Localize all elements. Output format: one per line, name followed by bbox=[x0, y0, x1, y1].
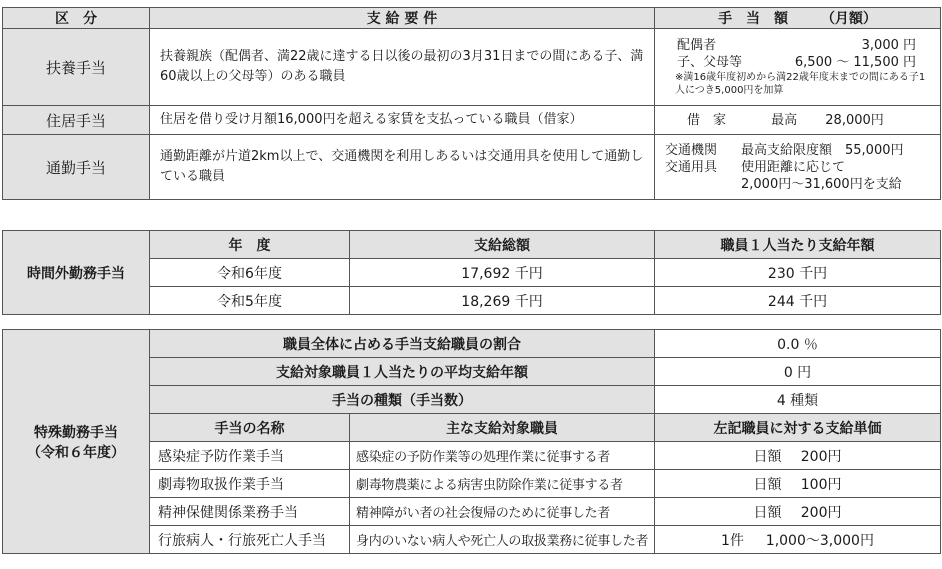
unit-price: 200円 bbox=[800, 448, 842, 465]
header-amount bbox=[655, 8, 941, 29]
special-label-line1: 特殊勤務手当 bbox=[34, 424, 118, 441]
header-allowance-name: 手当の名称 bbox=[150, 414, 350, 442]
header-category: 区 分 bbox=[3, 8, 150, 29]
allowance-requirement: 通勤距離が片道2km以上で、交通機関を利用しあるいは交通用具を使用して通勤している職員 bbox=[150, 135, 655, 200]
header-target-staff: 主な支給対象職員 bbox=[350, 414, 655, 442]
amount-value: 28,000円 bbox=[825, 112, 884, 128]
allowance-amount-cell bbox=[655, 29, 941, 106]
summary-label: 職員全体に占める手当支給職員の割合 bbox=[150, 330, 655, 358]
amount-label: 子、父母等 bbox=[677, 55, 743, 70]
allowance-name: 扶養手当 bbox=[3, 29, 150, 106]
unit-price-cell bbox=[655, 442, 941, 470]
unit-type: 日額 bbox=[753, 476, 782, 493]
total-amount: 18,269 千円 bbox=[350, 287, 655, 315]
allowance-requirement: 住居を借り受け月額16,000円を超える家賃を支払っている職員（借家） bbox=[150, 106, 655, 135]
unit-type: 1件 bbox=[721, 532, 744, 549]
allowance-name: 精神保健関係業務手当 bbox=[150, 498, 350, 526]
header-requirements: 支 給 要 件 bbox=[150, 8, 655, 29]
allowance-name: 住居手当 bbox=[3, 106, 150, 135]
amount-label: 配偶者 bbox=[677, 38, 717, 53]
unit-price: 1,000～3,000円 bbox=[765, 532, 874, 549]
unit-price-cell bbox=[655, 498, 941, 526]
table-row bbox=[3, 106, 941, 135]
amount-label: 交通用具 bbox=[665, 159, 718, 175]
total-amount: 17,692 千円 bbox=[350, 259, 655, 287]
amount-text: 最高支給限度額 55,000円 bbox=[741, 142, 904, 158]
unit-price-cell bbox=[655, 470, 941, 498]
fiscal-year: 令和6年度 bbox=[150, 259, 350, 287]
header-total: 支給総額 bbox=[350, 231, 655, 259]
allowance-amount-cell bbox=[655, 135, 941, 200]
special-label bbox=[3, 330, 150, 554]
table-header-row bbox=[3, 231, 941, 259]
amount-line bbox=[663, 54, 932, 71]
per-person-amount: 230 千円 bbox=[655, 259, 941, 287]
target-staff: 身内のいない病人や死亡人の取扱業務に従事した者 bbox=[350, 526, 655, 554]
summary-label: 支給対象職員１人当たりの平均支給年額 bbox=[150, 358, 655, 386]
target-staff: 感染症の予防作業等の処理作業に従事する者 bbox=[350, 442, 655, 470]
amount-line bbox=[665, 176, 932, 193]
allowance-requirement: 扶養親族（配偶者、満22歳に達する日以後の最初の3月31日までの間にある子、満60歳以上の父母等）のある職員 bbox=[150, 29, 655, 106]
table-row bbox=[3, 135, 941, 200]
unit-price-cell bbox=[655, 526, 941, 554]
amount-label: 借 家 bbox=[687, 112, 727, 128]
overtime-label: 時間外勤務手当 bbox=[3, 231, 150, 315]
amount-note: ※満16歳年度初めから満22歳年度末までの間にある子1人につき5,000円を加算 bbox=[675, 72, 926, 96]
target-staff: 劇毒物農薬による病害虫防除作業に従事する者 bbox=[350, 470, 655, 498]
target-staff: 精神障がい者の社会復帰のために従事した者 bbox=[350, 498, 655, 526]
summary-value: 0 円 bbox=[655, 358, 941, 386]
amount-label: 交通機関 bbox=[665, 142, 718, 158]
allowance-requirements-table bbox=[2, 7, 941, 200]
unit-type: 日額 bbox=[753, 448, 782, 465]
amount-line bbox=[665, 142, 932, 159]
overtime-allowance-table bbox=[2, 230, 941, 315]
fiscal-year: 令和5年度 bbox=[150, 287, 350, 315]
header-year: 年 度 bbox=[150, 231, 350, 259]
summary-value: 4 種類 bbox=[655, 386, 941, 414]
unit-price: 200円 bbox=[800, 504, 842, 521]
allowance-name: 行旅病人・行旅死亡人手当 bbox=[150, 526, 350, 554]
allowance-name: 感染症予防作業手当 bbox=[150, 442, 350, 470]
header-per-person: 職員１人当たり支給年額 bbox=[655, 231, 941, 259]
per-person-amount: 244 千円 bbox=[655, 287, 941, 315]
table-row bbox=[3, 29, 941, 106]
allowance-name: 通勤手当 bbox=[3, 135, 150, 200]
header-amount-label: 手 当 額 bbox=[718, 11, 789, 27]
amount-line bbox=[665, 159, 932, 176]
special-label-line2: （令和６年度） bbox=[27, 444, 125, 461]
special-duty-allowance-table bbox=[2, 329, 941, 554]
header-amount-unit: （月額） bbox=[820, 11, 877, 27]
table-header-row bbox=[3, 8, 941, 29]
summary-value: 0.0 ％ bbox=[655, 330, 941, 358]
amount-value: 6,500 ～ 11,500 円 bbox=[794, 55, 916, 70]
summary-label: 手当の種類（手当数） bbox=[150, 386, 655, 414]
allowance-amount-cell bbox=[655, 106, 941, 135]
amount-label bbox=[665, 176, 741, 193]
table-row bbox=[3, 330, 941, 358]
header-unit-price: 左記職員に対する支給単価 bbox=[655, 414, 941, 442]
amount-text: 2,000円～31,600円を支給 bbox=[741, 176, 902, 192]
amount-value: 3,000 円 bbox=[861, 38, 916, 53]
amount-line bbox=[663, 37, 932, 54]
allowance-name: 劇毒物取扱作業手当 bbox=[150, 470, 350, 498]
amount-mid: 最高 bbox=[771, 112, 798, 128]
amount-text: 使用距離に応じて bbox=[741, 159, 846, 175]
unit-type: 日額 bbox=[753, 504, 782, 521]
unit-price: 100円 bbox=[800, 476, 842, 493]
